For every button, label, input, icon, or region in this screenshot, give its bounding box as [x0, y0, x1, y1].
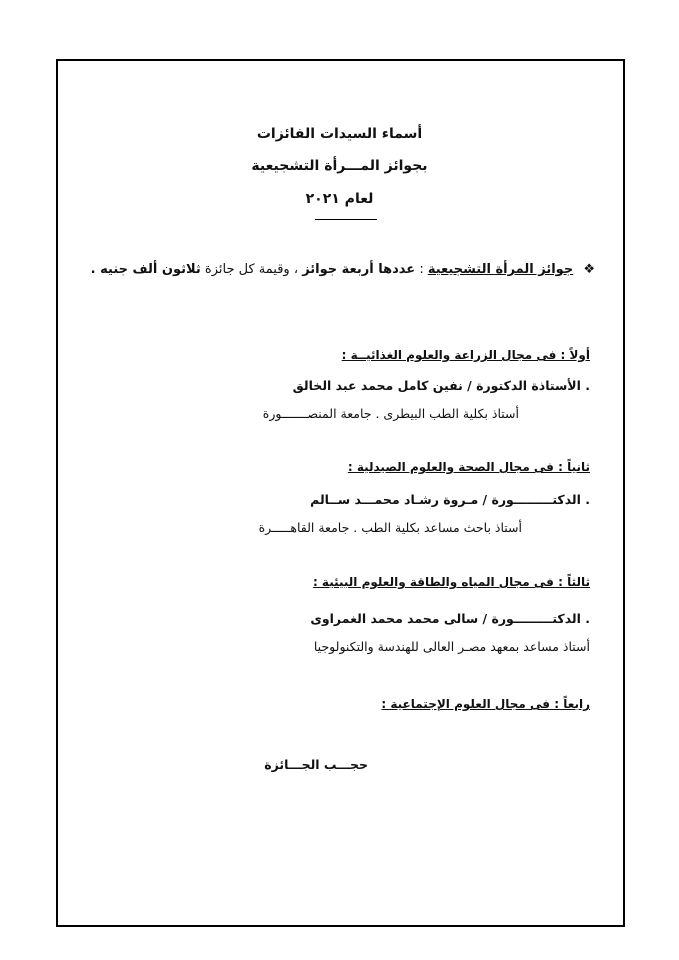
- winner-position-1: أستاذ بكلية الطب البيطرى . جامعة المنصـــــــورة: [262, 406, 519, 421]
- intro-value-text: ، وقيمة كل جائزة: [204, 262, 299, 277]
- title-underline: [315, 219, 377, 220]
- winner-position-3: أستاذ مساعد بمعهد مصـر العالى للهندسة والتكنولوجيا: [313, 639, 590, 654]
- section-heading-3: ثالثاً : فى مجال المياه والطاقة والعلوم البيئية :: [312, 575, 590, 589]
- bullet-icon: ❖: [583, 262, 595, 277]
- section-heading-4: رابعاً : فى مجال العلوم الإجتماعية :: [381, 697, 590, 711]
- title-line-2: بجوائز المـــرأة التشجيعية: [251, 158, 428, 174]
- section-heading-2: ثانياً : فى مجال الصحة والعلوم الصيدلية :: [347, 460, 590, 474]
- intro-line: [91, 262, 595, 277]
- winner-name-3: . الدكتـــــــــورة / سالى محمد محمد الغمراوى: [310, 611, 590, 626]
- intro-count: عددها أربعة جوائز: [302, 262, 416, 277]
- intro-label: جوائز المرأة التشجيعية: [427, 262, 574, 277]
- intro-value-amount: ثلاثون ألف جنيه .: [90, 262, 201, 277]
- title-year: لعام ٢٠٢١: [305, 191, 374, 207]
- winner-name-1: . الأستاذة الدكتورة / نفين كامل محمد عبد الخالق: [292, 378, 590, 393]
- winner-name-2: . الدكتـــــــــورة / مـروة رشـاد محمـــد ســالم: [310, 492, 590, 507]
- award-withheld: حجـــب الجـــائزة: [264, 757, 368, 772]
- winner-position-2: أستاذ باحث مساعد بكلية الطب . جامعة القاهـــــرة: [258, 520, 522, 535]
- title-line-1: أسماء السيدات الفائزات: [256, 126, 423, 142]
- section-heading-1: أولاً : فى مجال الزراعة والعلوم الغذائيــة :: [341, 348, 590, 362]
- intro-colon: :: [419, 262, 424, 277]
